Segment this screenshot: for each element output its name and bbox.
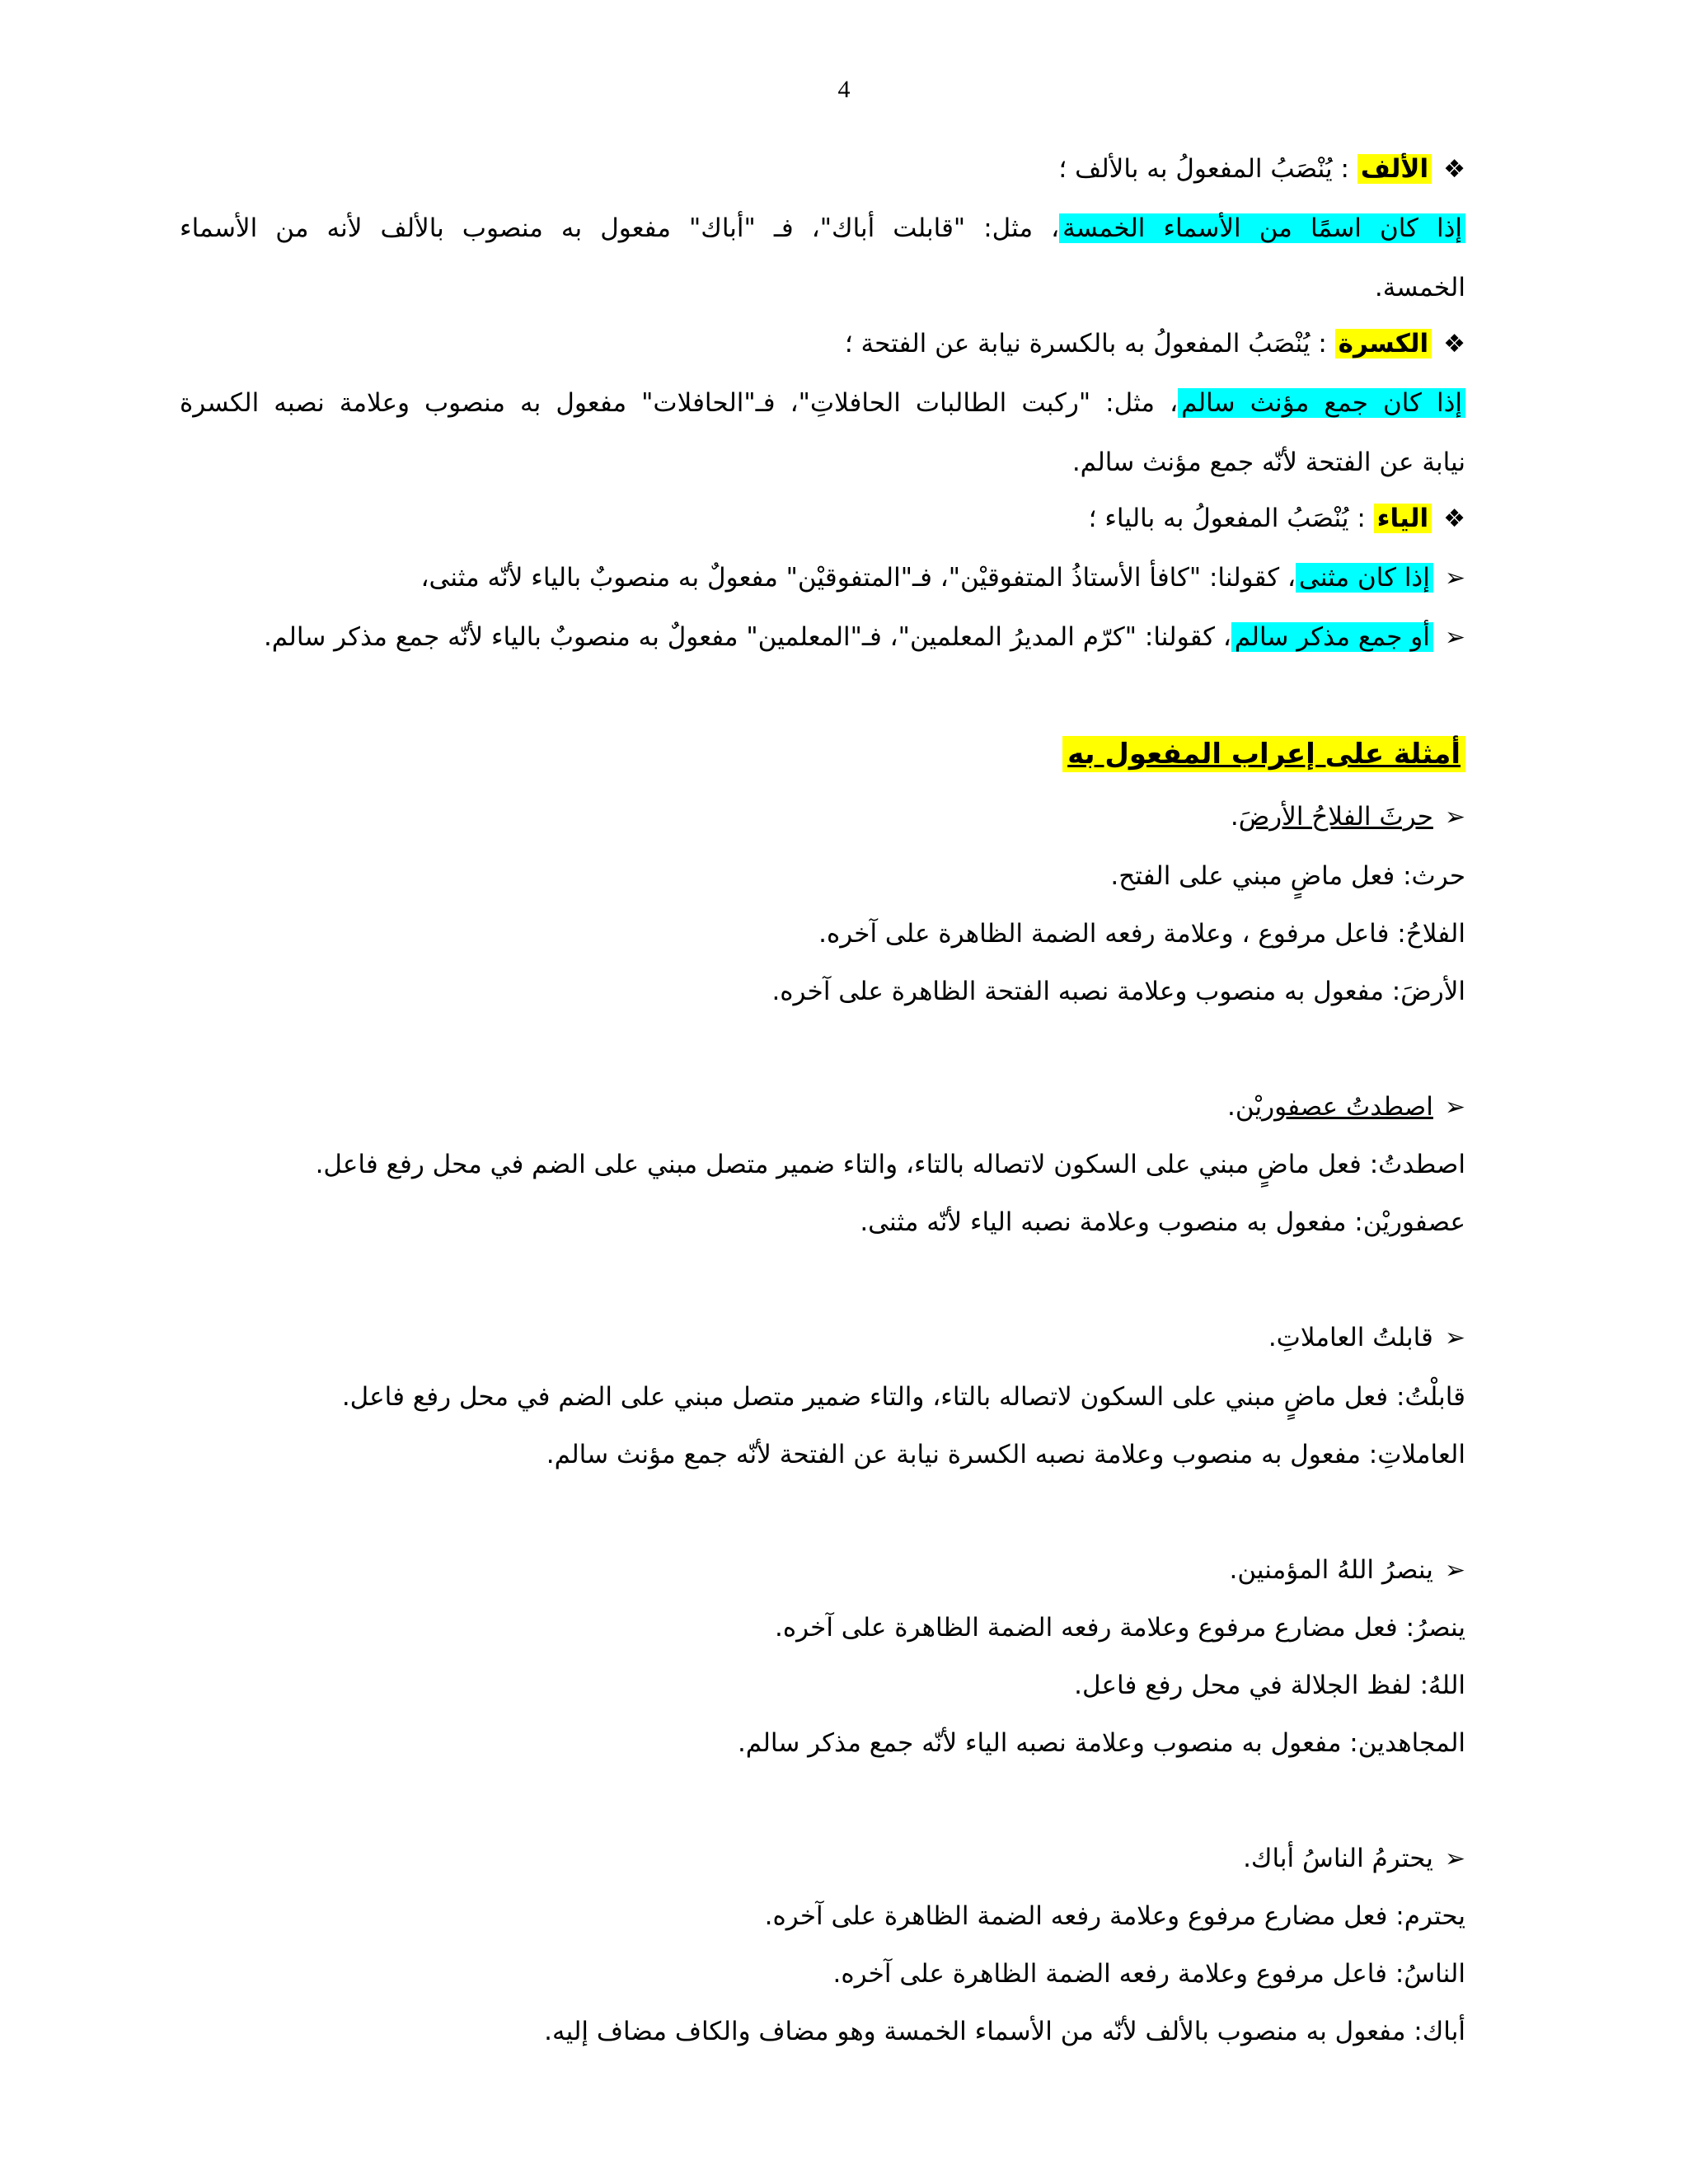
- arrow-bullet-icon: ➢: [1444, 1324, 1465, 1352]
- example-1-sentence-text: حرثَ الفلاحُ الأرضَ: [1238, 802, 1433, 832]
- rule-ya-title: [180, 499, 1465, 538]
- rule-kasra-text-1: ، مثل: "ركبت الطالبات الحافلاتِ"، فـ"الحافلات" مفعول به منصوب وعلامة نصبه الكسرة: [180, 388, 1179, 418]
- rule-alif-line-2: الخمسة.: [1374, 273, 1465, 302]
- example-4-line-2: اللهُ: لفظ الجلالة في محل رفع فاعل.: [1074, 1671, 1465, 1700]
- example-4-line-3: المجاهدين: مفعول به منصوب وعلامة نصبه الياء لأنّه جمع مذكر سالم.: [737, 1728, 1465, 1758]
- arrow-bullet-icon: ➢: [1444, 803, 1465, 832]
- examples-heading-row: [180, 735, 1465, 774]
- rule-ya-sub-2-text: ، كقولنا: "كرّم المديرُ المعلمين"، فـ"المعلمين" مفعولٌ به منصوبٌ بالياء لأنّه جمع مذكر سالم.: [263, 622, 1231, 652]
- rule-ya-sub-2-condition: أو جمع مذكر سالم: [1231, 622, 1433, 652]
- rule-kasra-line-2: نيابة عن الفتحة لأنّه جمع مؤنث سالم.: [1071, 448, 1465, 477]
- diamond-bullet-icon: ❖: [1443, 330, 1465, 359]
- example-1-line-3: الأرضَ: مفعول به منصوب وعلامة نصبه الفتحة الظاهرة على آخره.: [771, 977, 1465, 1006]
- example-2-line-1: اصطدتُ: فعل ماضٍ مبني على السكون لاتصاله بالتاء، والتاء ضمير متصل مبني على الضم في محل رفع فاعل.: [315, 1150, 1465, 1179]
- rule-ya-sub-1-condition: إذا كان مثنى: [1296, 563, 1433, 593]
- rule-alif-term: الألف: [1357, 154, 1432, 184]
- rule-kasra-intro: : يُنْصَبُ المفعولُ به بالكسرة نيابة عن الفتحة ؛: [844, 329, 1335, 359]
- rule-ya-intro: : يُنْصَبُ المفعولُ به بالياء ؛: [1088, 504, 1374, 533]
- rule-kasra-title: [180, 325, 1465, 363]
- rule-kasra-term: الكسرة: [1335, 329, 1432, 359]
- rule-alif-line-1: [180, 209, 1465, 247]
- example-3-sentence-text: قابلتُ العاملاتِ.: [1268, 1323, 1433, 1352]
- example-3-sentence: [180, 1319, 1465, 1357]
- rule-alif-intro: : يُنْصَبُ المفعولُ به بالألف ؛: [1058, 154, 1357, 184]
- example-4-line-1: ينصرُ: فعل مضارع مرفوع وعلامة رفعه الضمة الظاهرة على آخره.: [774, 1613, 1465, 1643]
- arrow-bullet-icon: ➢: [1444, 623, 1465, 652]
- example-3-line-1: قابلْتُ: فعل ماضٍ مبني على السكون لاتصاله بالتاء، والتاء ضمير متصل مبني على الضم في محل رفع فاعل.: [341, 1382, 1465, 1412]
- example-5-sentence: [180, 1840, 1465, 1878]
- example-2-line-2: عصفوريْن: مفعول به منصوب وعلامة نصبه الياء لأنّه مثنى.: [860, 1207, 1465, 1237]
- example-5-line-1: يحترم: فعل مضارع مرفوع وعلامة رفعه الضمة الظاهرة على آخره.: [764, 1901, 1465, 1931]
- example-4-sentence-text: ينصرُ اللهُ المؤمنين.: [1229, 1555, 1433, 1585]
- rule-kasra-condition: إذا كان جمع مؤنث سالم: [1178, 388, 1465, 418]
- arrow-bullet-icon: ➢: [1444, 1556, 1465, 1585]
- page-number: 4: [837, 76, 851, 103]
- arrow-bullet-icon: ➢: [1444, 1093, 1465, 1122]
- diamond-bullet-icon: ❖: [1443, 504, 1465, 533]
- example-5-line-2: الناسُ: فاعل مرفوع وعلامة رفعه الضمة الظاهرة على آخره.: [832, 1959, 1465, 1989]
- example-2-sentence: [180, 1088, 1465, 1127]
- example-1-line-2: الفلاحُ: فاعل مرفوع ، وعلامة رفعه الضمة الظاهرة على آخره.: [818, 919, 1465, 949]
- rule-kasra-line-1: [180, 384, 1465, 422]
- example-5-line-3: أباك: مفعول به منصوب بالألف لأنّه من الأسماء الخمسة وهو مضاف والكاف مضاف إليه.: [544, 2017, 1465, 2046]
- examples-heading: أمثلة على إعراب المفعول به: [1062, 736, 1465, 772]
- example-1-line-1: حرث: فعل ماضٍ مبني على الفتح.: [1110, 861, 1465, 891]
- example-1-sentence-end: .: [1230, 802, 1239, 832]
- rule-alif-text-1: ، مثل: "قابلت أباك"، فـ "أباك" مفعول به منصوب بالألف لأنه من الأسماء: [180, 213, 1060, 243]
- rule-alif-title: [180, 150, 1465, 189]
- arrow-bullet-icon: ➢: [1444, 564, 1465, 593]
- example-3-line-2: العاملاتِ: مفعول به منصوب وعلامة نصبه الكسرة نيابة عن الفتحة لأنّه جمع مؤنث سالم.: [546, 1440, 1465, 1469]
- example-2-sentence-end: .: [1227, 1092, 1236, 1122]
- rule-ya-sub-1-text: ، كقولنا: "كافأ الأستاذُ المتفوقيْن"، فـ"المتفوقيْن" مفعولٌ به منصوبٌ بالياء لأنّه مثنى،: [420, 563, 1296, 593]
- rule-ya-sub-2: [180, 618, 1465, 657]
- rule-ya-sub-1: [180, 559, 1465, 598]
- example-5-sentence-text: يحترمُ الناسُ أباك.: [1243, 1844, 1433, 1873]
- example-2-sentence-text: اصطدتُ عصفوريْن: [1235, 1092, 1433, 1122]
- example-4-sentence: [180, 1551, 1465, 1590]
- rule-alif-condition: إذا كان اسمًا من الأسماء الخمسة: [1059, 213, 1465, 243]
- arrow-bullet-icon: ➢: [1444, 1844, 1465, 1873]
- example-1-sentence: [180, 798, 1465, 837]
- diamond-bullet-icon: ❖: [1443, 155, 1465, 184]
- rule-ya-term: الياء: [1374, 504, 1432, 533]
